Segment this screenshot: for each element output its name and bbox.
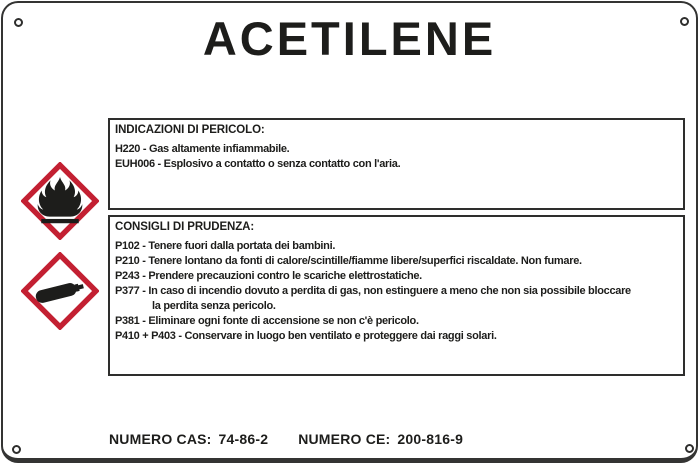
precaution-statement-line: P243 - Prendere precauzioni contro le scariche elettrostatiche. — [115, 270, 422, 282]
product-title: ACETILENE — [202, 12, 497, 65]
precaution-statement-continuation: la perdita senza pericolo. — [152, 300, 276, 312]
ghs-gas-under-pressure-pictogram — [21, 252, 99, 330]
precaution-box-header: CONSIGLI DI PRUDENZA: — [115, 221, 255, 233]
safety-sign-panel — [1, 1, 698, 463]
ce-number-label: NUMERO CE: — [298, 431, 391, 447]
hazard-box-header: INDICAZIONI DI PERICOLO: — [115, 124, 265, 136]
precaution-statement-line: P210 - Tenere lontano da fonti di calore/scintille/fiamme libere/superfici riscaldate. Non fumare. — [115, 255, 582, 267]
precaution-statement-line: P381 - Eliminare ogni fonte di accensione se non c'è pericolo. — [115, 315, 419, 327]
cas-number — [109, 431, 268, 447]
ce-number-value: 200-816-9 — [397, 431, 464, 447]
precaution-statement-line: P410 + P403 - Conservare in luogo ben ventilato e proteggere dai raggi solari. — [115, 330, 497, 342]
ghs-flammable-pictogram — [21, 162, 99, 240]
gas-cylinder-icon — [21, 252, 99, 330]
identification-numbers — [109, 431, 463, 447]
flame-icon — [21, 162, 99, 240]
precaution-statement-line: P102 - Tenere fuori dalla portata dei bambini. — [115, 240, 336, 252]
cas-number-value: 74-86-2 — [218, 431, 269, 447]
ce-number — [298, 431, 463, 447]
hazard-statement-line: EUH006 - Esplosivo a contatto o senza contatto con l'aria. — [115, 158, 401, 170]
mounting-hole-bottom-left — [12, 445, 21, 454]
precaution-statement-line: P377 - In caso di incendio dovuto a perdita di gas, non estinguere a meno che non sia possibile bloccare — [115, 285, 631, 297]
hazard-statement-line: H220 - Gas altamente infiammabile. — [115, 143, 290, 155]
cas-number-label: NUMERO CAS: — [109, 431, 212, 447]
hazard-statements-box — [108, 118, 685, 210]
precautionary-statements-box — [108, 215, 685, 376]
mounting-hole-bottom-right — [685, 444, 694, 453]
